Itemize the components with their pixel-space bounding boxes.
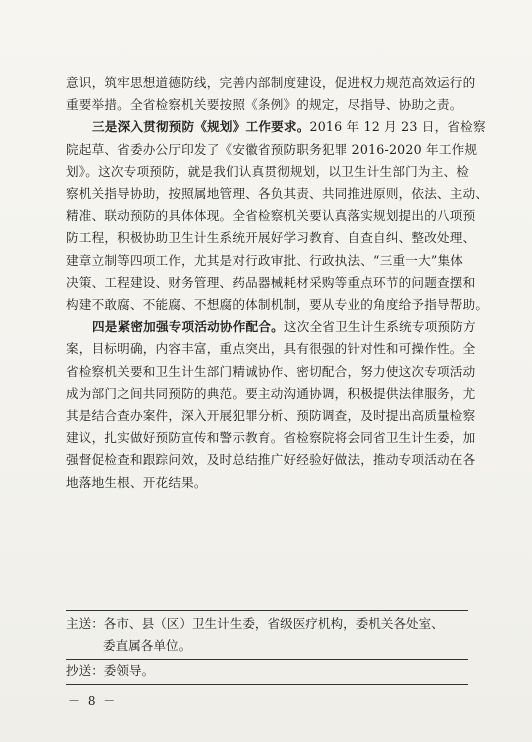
page-number: － 8 －	[68, 694, 118, 708]
cc-text: 委领导。	[103, 663, 155, 678]
body-line: 省检察机关要和卫生计生部门精诚协作、密切配合，努力使这次专项活动	[66, 363, 476, 379]
main-recipients-text: 各市、县（区）卫生计生委，省级医疗机构，委机关各处室、	[103, 616, 444, 631]
document-body	[66, 72, 489, 494]
section-three-heading: 三是深入贯彻预防《规划》工作要求。	[92, 119, 310, 135]
section-four-paragraph-start	[66, 316, 476, 338]
section-three-paragraph-start	[66, 116, 486, 138]
body-line: 察机关指导协助，按照属地管理、各负其责、共同推进原则，依法、主动、	[66, 186, 489, 202]
body-line: 构建不敢腐、不能腐、不想腐的体制机制，要从专业的角度给予指导帮助。	[66, 297, 489, 313]
body-line: 防工程，积极协助卫生计生系统开展好学习教育、自查自纠、整改处理、	[66, 230, 476, 246]
body-line: 重要举措。全省检察机关要按照《条例》的规定，尽指导、协助之责。	[66, 97, 463, 113]
cc-recipients	[66, 660, 468, 682]
section-four-heading: 四是紧密加强专项活动协作配合。	[92, 319, 284, 335]
body-line: 成为部门之间共同预防的典范。要主动沟通协调，积极提供法律服务，尤	[66, 385, 476, 401]
distribution-bottom-rule	[66, 684, 468, 685]
body-line: 强督促检查和跟踪问效，及时总结推广好经验好做法，推动专项活动在各	[66, 452, 476, 468]
main-recipients-line	[66, 613, 468, 635]
body-line: 划》。这次专项预防，就是我们认真贯彻规划，以卫生计生部门为主、检	[66, 163, 470, 179]
body-line: 其是结合查办案件，深入开展犯罪分析、预防调查，及时提出高质量检察	[66, 408, 476, 424]
body-line: 院起草、省委办公厅印发了《安徽省预防职务犯罪 2016-2020 年工作规	[66, 141, 478, 157]
body-line: 这次全省卫生计生系统专项预防方	[283, 319, 476, 335]
body-line: 建议，扎实做好预防宣传和警示教育。省检察院将会同省卫生计生委，加	[66, 430, 476, 446]
main-recipients	[66, 613, 468, 657]
distribution-top-rule	[66, 610, 468, 611]
body-line: 意识，筑牢思想道德防线，完善内部制度建设，促进权力规范高效运行的	[66, 75, 476, 90]
body-line: 建章立制等四项工作，尤其是对行政审批、行政执法、“三重一大”集体	[66, 252, 464, 268]
body-line: 案，目标明确，内容丰富，重点突出，具有很强的针对性和可操作性。全	[66, 341, 476, 357]
cc-label: 抄送：	[66, 663, 104, 678]
body-line: 决策、工程建设、财务管理、药品器械耗材采购等重点环节的问题查摆和	[66, 274, 476, 290]
body-line: 精准、联动预防的具体体现。全省检察机关要认真落实规划提出的八项预	[66, 208, 476, 224]
body-line: 地落地生根、开花结果。	[66, 474, 207, 490]
main-recipients-label: 主送：	[66, 616, 104, 631]
cc-recipients-line	[66, 660, 468, 682]
main-recipients-continuation: 委直属各单位。	[103, 638, 192, 653]
body-line: 2016 年 12 月 23 日，省检察	[309, 119, 486, 135]
